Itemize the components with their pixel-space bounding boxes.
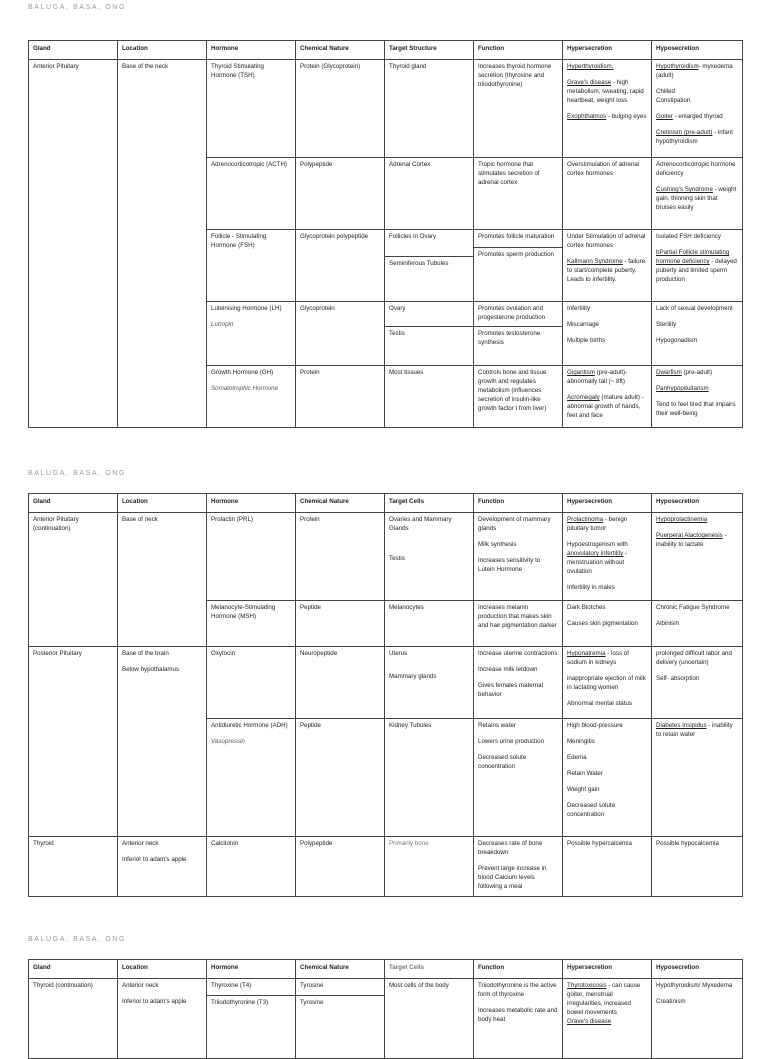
text: Creatinism — [656, 997, 686, 1005]
text: Milk synthesis — [478, 540, 517, 548]
hypo-cell — [652, 719, 743, 837]
function-cell — [474, 230, 563, 302]
col-gland: Gland — [29, 494, 118, 513]
table-row — [29, 647, 743, 719]
col-hyposecretion: Hyposecretion — [652, 41, 743, 60]
text: Ovary — [389, 305, 406, 312]
function-cell — [474, 837, 563, 897]
term: anovulatory infertility — [567, 549, 624, 557]
col-hypersecretion: Hypersecretion — [563, 41, 652, 60]
term: Kallmann Syndrome — [567, 257, 623, 265]
text: Infertility — [567, 305, 591, 312]
text: Promotes testosterone synthesis — [478, 329, 541, 346]
hormone-cell: Prolactin (PRL) — [207, 513, 296, 601]
term: Panhypopituitarism — [656, 384, 709, 392]
text: Hypogonadism — [656, 336, 698, 344]
endocrine-table-2 — [28, 493, 743, 897]
col-hyposecretion: Hyposecretion — [652, 494, 743, 513]
text: Self- absorption — [656, 674, 700, 682]
hypo-cell — [652, 513, 743, 601]
chem-cell: Peptide — [296, 719, 385, 837]
chem-cell: Glycoprotein polypeptide — [296, 230, 385, 302]
text: Inferior to adam's apple — [122, 855, 187, 863]
hormone-cell — [207, 302, 296, 366]
page-header: BALUGA, BASA, ONG — [28, 470, 126, 477]
hypo-cell — [652, 979, 743, 1059]
hormone-cell: Thyroid Stimulating Hormone (TSH) — [207, 60, 296, 158]
hyper-cell — [563, 601, 652, 647]
function-cell: Controls bone and tissue growth and regulates metabolism (influences secretion of insulin-like growth factor I from liver) — [474, 366, 563, 428]
hormone-cell — [207, 366, 296, 428]
text: Gives females maternal behavior — [478, 681, 543, 698]
chem-cell: Polypeptide — [296, 158, 385, 230]
text: Mammary glands — [389, 672, 437, 680]
hormone-cell: Oxytocin — [207, 647, 296, 719]
text: Promotes follicle maturation — [478, 233, 555, 240]
text: Decreased solute concentration — [478, 753, 527, 770]
text: Chilled — [656, 87, 675, 95]
desc: (mature adult) - abnormal growth of hands, feet and face — [567, 393, 644, 419]
text: Albinism — [656, 619, 680, 627]
hypo-cell — [652, 647, 743, 719]
alias: Somatotrophic Hormone — [211, 384, 279, 392]
text: Multiple births — [567, 336, 606, 344]
col-function: Function — [474, 960, 563, 979]
hypo-cell — [652, 366, 743, 428]
text: Antidiuretic Hormone (ADH) — [211, 722, 288, 729]
term: Grave's disease — [567, 78, 612, 86]
col-gland: Gland — [29, 960, 118, 979]
term: Hypothyroidism — [656, 63, 699, 70]
hypo-cell — [652, 601, 743, 647]
table-row — [29, 837, 743, 897]
target-cell — [385, 230, 474, 302]
term: Thyrotoxicosis — [567, 982, 607, 989]
text: High blood-pressure — [567, 722, 623, 729]
location-cell: Base of the neck — [118, 60, 207, 428]
text: Promotes ovulation and progesterone production — [478, 305, 546, 321]
desc: - can cause goiter, menstrual irregularities, increased bowel movements — [567, 982, 641, 1016]
text: Abnormal mental status — [567, 699, 632, 707]
desc: - inability to lactate — [656, 531, 727, 548]
col-location: Location — [118, 41, 207, 60]
col-chemical-nature: Chemical Nature — [296, 960, 385, 979]
function-cell — [474, 302, 563, 366]
text: Causes skin pigmentation — [567, 619, 638, 627]
col-hormone: Hormone — [207, 494, 296, 513]
target-cell: Melanocytes — [385, 601, 474, 647]
table-row — [29, 60, 743, 158]
function-cell: Increases melanin production that makes skin and hair pigmentation darker — [474, 601, 563, 647]
target-cell — [385, 302, 474, 366]
text: Dark Blotches — [567, 604, 606, 611]
text: Testis — [389, 554, 405, 562]
alias: Lutropin — [211, 320, 234, 328]
text: Anterior neck — [122, 982, 159, 989]
table-header-row — [29, 41, 743, 60]
hyper-cell — [563, 513, 652, 601]
text: Uterus — [389, 650, 408, 657]
alias: Vasopressin — [211, 737, 245, 745]
text: Testis — [389, 329, 405, 337]
col-target: Target Cells — [385, 494, 474, 513]
gland-cell: Posterior Pituitary — [29, 647, 118, 837]
chem-cell: Glycoprotein — [296, 302, 385, 366]
desc: - delayed puberty and limited sperm production — [656, 257, 737, 283]
gland-cell: Anterior Pituitary (continuation) — [29, 513, 118, 647]
target-cell: Most tissues — [385, 366, 474, 428]
text: Triiodothyronine (T3) — [211, 998, 269, 1006]
chem-cell: Protein — [296, 366, 385, 428]
desc: - bulging eyes — [606, 112, 647, 120]
desc: - inability to retain water — [656, 722, 733, 738]
target-cell: Primarily bone — [385, 837, 474, 897]
function-cell — [474, 513, 563, 601]
desc: - loss of sodium in kidneys — [567, 650, 629, 666]
text: Miscarriage — [567, 320, 599, 328]
text: Luteinising Hormone (LH) — [211, 305, 282, 312]
desc: - weight gain, thinning skin that bruises easily — [656, 185, 737, 211]
desc: - menstruation without ovulation — [567, 549, 628, 575]
text: Anterior neck — [122, 840, 159, 847]
hypo-cell — [652, 302, 743, 366]
text: Follicles in Ovary — [389, 233, 437, 240]
text: Tyrosine — [300, 998, 324, 1006]
function-cell — [474, 979, 563, 1059]
target-cell: Thyroid gland — [385, 60, 474, 158]
chem-cell: Protein — [296, 513, 385, 601]
hyper-cell — [563, 60, 652, 158]
text: inappropriate ejection of milk in lactating women — [567, 674, 646, 691]
hormone-cell: Calcitonin — [207, 837, 296, 897]
chem-cell — [296, 979, 385, 1059]
term: Hypoprolactinemia — [656, 516, 708, 523]
term: Puerperal Alactogenesis — [656, 531, 723, 539]
desc: (pre-adult) — [681, 369, 713, 376]
hyper-cell — [563, 230, 652, 302]
location-cell — [118, 979, 207, 1059]
endocrine-table-1 — [28, 40, 743, 428]
hyper-cell — [563, 719, 652, 837]
text: Increase uterine contractions — [478, 650, 558, 657]
col-hormone: Hormone — [207, 41, 296, 60]
page-header: BALUGA, BASA, ONG — [28, 4, 126, 11]
gland-cell: Thyroid — [29, 837, 118, 897]
hypo-cell — [652, 158, 743, 230]
target-cell: Adrenal Cortex — [385, 158, 474, 230]
function-cell — [474, 647, 563, 719]
chem-cell: Neuropeptide — [296, 647, 385, 719]
term: Hyperthyroidism, — [567, 63, 614, 70]
location-cell: Base of neck — [118, 513, 207, 647]
text: Edema — [567, 753, 587, 761]
desc: - infant hypothyroidism — [656, 128, 734, 145]
text: Ovaries and Mammary Glands — [389, 516, 452, 532]
text: Lack of sexual development — [656, 305, 733, 312]
hyper-cell: Overstimulation of adrenal cortex hormones — [563, 158, 652, 230]
text: Tend to feel tired that impairs their well-being — [656, 400, 736, 417]
col-hypersecretion: Hypersecretion — [563, 960, 652, 979]
text: Triiodothyronine is the active form of thyroxine — [478, 982, 557, 998]
text: Base of the brain — [122, 650, 169, 657]
col-target: Target Structure — [385, 41, 474, 60]
text: Inferior to adam's apple — [122, 997, 187, 1005]
table-header-row — [29, 960, 743, 979]
col-target: Target Cells — [385, 960, 474, 979]
term: Grave's disease — [567, 1017, 612, 1025]
gland-cell: Thyroid (continuation) — [29, 979, 118, 1059]
text: Constipation — [656, 96, 691, 104]
text: Weight gain — [567, 785, 600, 793]
col-chemical-nature: Chemical Nature — [296, 41, 385, 60]
term: Gigantism — [567, 369, 595, 376]
col-hormone: Hormone — [207, 960, 296, 979]
table-row — [29, 979, 743, 1059]
table-header-row — [29, 494, 743, 513]
hypo-cell — [652, 230, 743, 302]
col-hypersecretion: Hypersecretion — [563, 494, 652, 513]
col-gland: Gland — [29, 41, 118, 60]
desc: - myxedema (adult) — [656, 63, 733, 79]
col-function: Function — [474, 41, 563, 60]
text: Prevent large increase in blood Calcium levels following a meal — [478, 864, 547, 890]
text: Adrenocorticotropic hormone deficiency — [656, 161, 736, 177]
col-function: Function — [474, 494, 563, 513]
gland-cell: Anterior Pituitary — [29, 60, 118, 428]
term: bPartial Follicle stimulating hormone deficiency — [656, 248, 730, 265]
hormone-cell — [207, 719, 296, 837]
text: Hypothyroidism/ Myxedema — [656, 982, 733, 989]
hormone-cell: Adrenocorticotropic (ACTH) — [207, 158, 296, 230]
text: Tyrosine — [300, 982, 324, 989]
term: Acromegaly — [567, 393, 600, 401]
desc: - failure to start/complete puberty. Leads to infertility. — [567, 257, 646, 283]
text: Decreases rate of bone breakdown — [478, 840, 543, 856]
hyper-cell — [563, 366, 652, 428]
hyper-cell — [563, 302, 652, 366]
term: Dwarfism — [656, 369, 682, 376]
table-row — [29, 513, 743, 601]
text: Development of mammary glands — [478, 516, 551, 532]
target-cell — [385, 647, 474, 719]
desc: - enlarged thyroid — [672, 112, 723, 120]
text: Decreased solute concentration — [567, 801, 616, 818]
target-cell — [385, 513, 474, 601]
endocrine-table-3 — [28, 959, 743, 1059]
text: Growth Hormone (GH) — [211, 369, 274, 376]
chem-cell: Peptide — [296, 601, 385, 647]
chem-cell: Polypeptide — [296, 837, 385, 897]
text: Hypoestrogenism with — [567, 540, 628, 548]
text: Isolated FSH deficiency — [656, 233, 721, 240]
text: Retain Water — [567, 769, 603, 777]
location-cell — [118, 647, 207, 837]
term: Diabetes Insipidus — [656, 722, 707, 729]
col-location: Location — [118, 960, 207, 979]
col-location: Location — [118, 494, 207, 513]
text: Retains water — [478, 722, 516, 729]
term: Prolactinoma — [567, 516, 604, 523]
text: Thyroxine (T4) — [211, 982, 252, 989]
text: Promotes sperm production — [478, 250, 555, 258]
desc: - benign pituitary tumor — [567, 516, 628, 532]
location-cell — [118, 837, 207, 897]
text: Infertility in males — [567, 583, 615, 591]
chem-cell: Protein (Glycoprotein) — [296, 60, 385, 158]
function-cell: Increases thyroid hormone secretion (thyroxine and triiodothyronine) — [474, 60, 563, 158]
term: Cushing's Syndrome — [656, 185, 713, 193]
text: Sterility — [656, 320, 677, 328]
text: Chronic Fatigue Syndrome — [656, 604, 730, 611]
desc: (pre-adult)- abnormally tall (~ 8ft) — [567, 369, 628, 385]
term: Goiter — [656, 112, 673, 120]
text: Under Stimulation of adrenal cortex hormones — [567, 233, 646, 249]
text: Meningitis — [567, 737, 595, 745]
hormone-cell: Melanocyte-Stimulating Hormone (MSH) — [207, 601, 296, 647]
hypo-cell: Possible hypocalcemia — [652, 837, 743, 897]
target-cell: Kidney Tubules — [385, 719, 474, 837]
hyper-cell: Possible hypercalcemia — [563, 837, 652, 897]
text: Below hypothalamus — [122, 665, 180, 673]
hormone-cell: Follicle - Stimulating Hormone (FSH) — [207, 230, 296, 302]
text: Lowers urine production — [478, 737, 545, 745]
hyper-cell — [563, 647, 652, 719]
function-cell: Tropic hormone that stimulates secretion of adrenal cortex — [474, 158, 563, 230]
hypo-cell — [652, 60, 743, 158]
text: Seminiferous Tubules — [389, 259, 449, 267]
col-hyposecretion: Hyposecretion — [652, 960, 743, 979]
target-cell: Most cells of the body — [385, 979, 474, 1059]
term: Hyponatremia — [567, 650, 606, 657]
hyper-cell — [563, 979, 652, 1059]
text: prolonged difficult labor and delivery (uncertain) — [656, 650, 732, 666]
function-cell — [474, 719, 563, 837]
page-header: BALUGA, BASA, ONG — [28, 936, 126, 943]
text: Increase milk letdown — [478, 665, 538, 673]
text: Increases metabolic rate and body heat — [478, 1006, 558, 1023]
term: Cretinism (pre-adult) — [656, 128, 713, 136]
desc: - high metabolism, sweating, rapid heartbeat, weight loss — [567, 78, 644, 104]
col-chemical-nature: Chemical Nature — [296, 494, 385, 513]
term: Exophthalmos — [567, 112, 607, 120]
hormone-cell — [207, 979, 296, 1059]
text: Increases sensitivity to Lutein Hormone — [478, 556, 541, 573]
